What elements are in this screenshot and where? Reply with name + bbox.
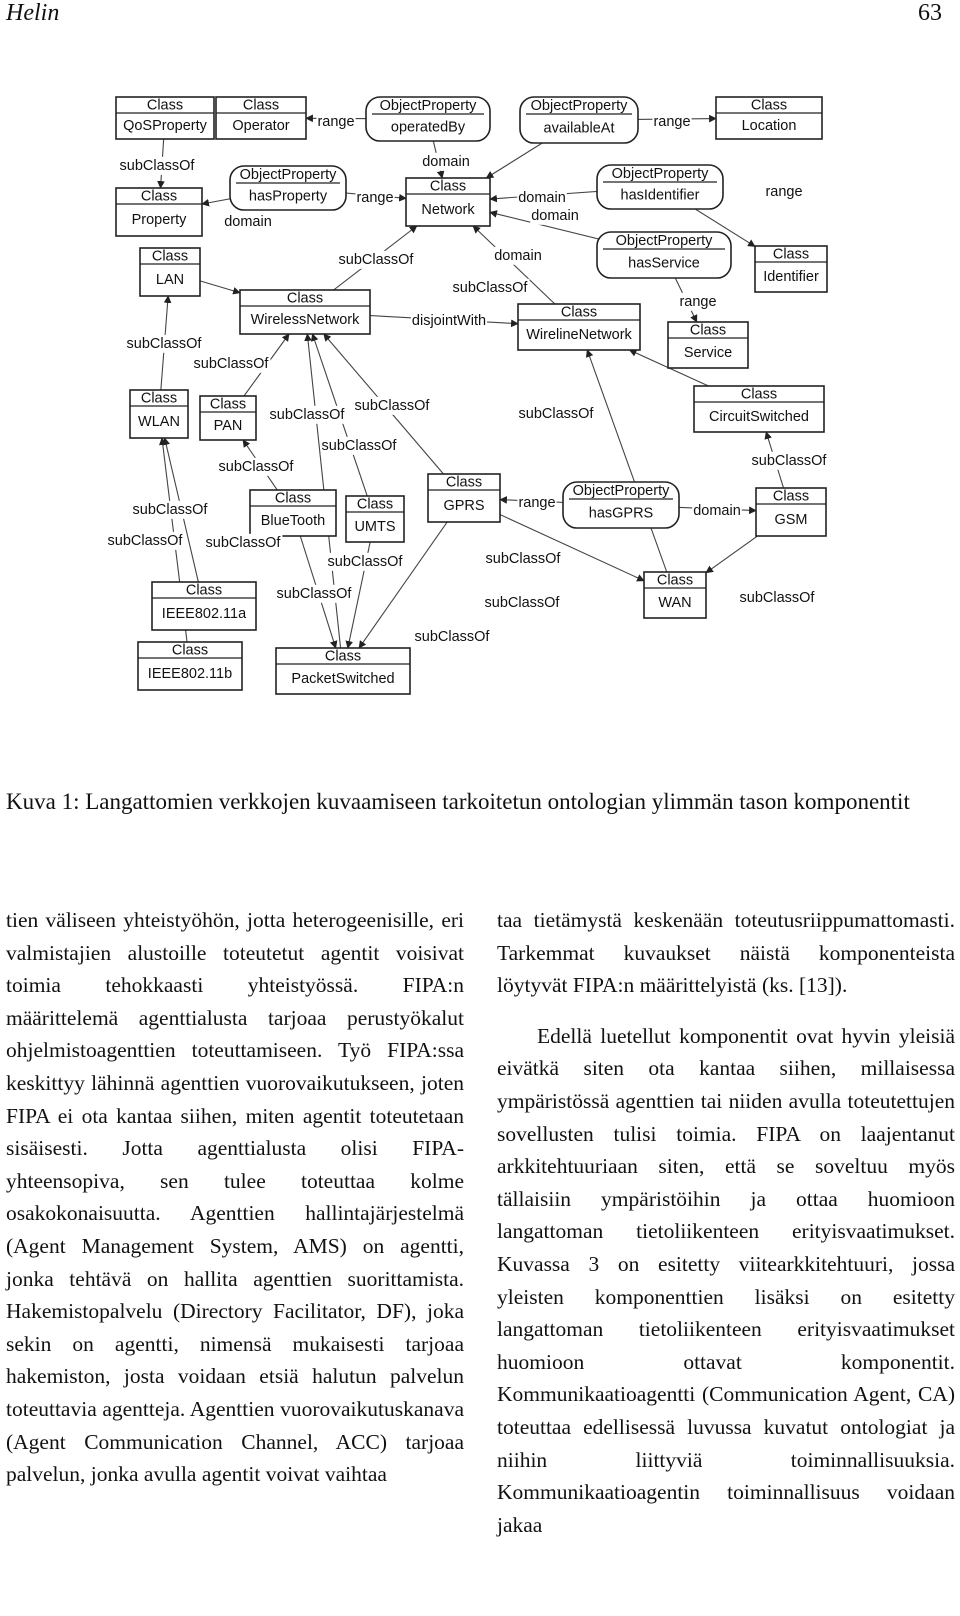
page-number: 63 bbox=[918, 0, 942, 26]
node-kind: Class bbox=[772, 488, 810, 505]
edge-label-subClassOf: subClassOf bbox=[327, 553, 403, 570]
node-kind: Class bbox=[140, 188, 178, 205]
node-name: hasService bbox=[628, 255, 700, 272]
edge-label-subClassOf: subClassOf bbox=[452, 279, 528, 296]
node-name: Identifier bbox=[763, 268, 819, 285]
edge-label-subClassOf: subClassOf bbox=[126, 335, 202, 352]
body-right-column bbox=[497, 904, 955, 1541]
node-name: availableAt bbox=[543, 120, 615, 137]
node-circuit bbox=[694, 386, 824, 432]
node-name: Network bbox=[421, 201, 475, 218]
node-name: Service bbox=[683, 344, 733, 361]
edge-label-domain: domain bbox=[494, 247, 542, 264]
edge-label-subClassOf: subClassOf bbox=[269, 406, 345, 423]
node-kind: Class bbox=[286, 290, 324, 307]
node-kind: ObjectProperty bbox=[611, 165, 709, 182]
node-name: hasGPRS bbox=[588, 505, 654, 522]
running-header bbox=[6, 0, 942, 30]
node-name: WAN bbox=[658, 594, 692, 611]
diagram-nodes bbox=[116, 97, 827, 694]
node-network bbox=[406, 178, 490, 226]
node-wireline bbox=[518, 304, 640, 350]
node-name: LAN bbox=[155, 271, 185, 288]
diagram-edge bbox=[162, 438, 190, 666]
edge-label-subClassOf: subClassOf bbox=[518, 405, 594, 422]
node-hasIdentifier bbox=[597, 165, 723, 209]
node-umts bbox=[346, 496, 404, 542]
node-ieee11a bbox=[152, 582, 256, 630]
node-kind: Class bbox=[140, 390, 178, 407]
edge-label-subClassOf: subClassOf bbox=[205, 534, 281, 551]
node-name: Location bbox=[741, 117, 797, 134]
edge-label-subClassOf: subClassOf bbox=[739, 589, 815, 606]
node-hasService bbox=[597, 232, 731, 278]
node-packet bbox=[276, 648, 410, 694]
node-kind: ObjectProperty bbox=[379, 97, 477, 114]
edge-label-subClassOf: subClassOf bbox=[338, 251, 414, 268]
node-wan bbox=[644, 572, 706, 618]
node-name: CircuitSwitched bbox=[709, 408, 809, 425]
node-pan bbox=[200, 396, 256, 440]
node-kind: ObjectProperty bbox=[615, 232, 713, 249]
node-kind: Class bbox=[740, 386, 778, 403]
node-name: BlueTooth bbox=[260, 512, 326, 529]
node-kind: Class bbox=[209, 396, 247, 413]
edge-label-subClassOf: subClassOf bbox=[119, 157, 195, 174]
node-availableAt bbox=[520, 97, 638, 143]
node-name: QoSProperty bbox=[123, 117, 207, 134]
node-kind: ObjectProperty bbox=[530, 97, 628, 114]
node-kind: Class bbox=[185, 582, 223, 599]
edge-label-subClassOf: subClassOf bbox=[414, 628, 490, 645]
edge-label-domain: domain bbox=[224, 213, 272, 230]
node-name: WirelessNetwork bbox=[250, 311, 360, 328]
node-kind: ObjectProperty bbox=[572, 482, 670, 499]
node-name: IEEE802.11a bbox=[161, 605, 247, 622]
node-gprs bbox=[428, 474, 500, 522]
node-kind: Class bbox=[445, 474, 483, 491]
body-left-column bbox=[6, 904, 464, 1491]
node-operatedBy bbox=[366, 97, 490, 141]
node-service bbox=[668, 322, 748, 368]
body-paragraph: tien väliseen yhteistyöhön, jotta heterogeenisille, eri valmistajien alustoille toteutetut agentit voisivat toimia tehokkaasti yhteistyössä. FIPA:n määrittelemä agenttialusta tarjoaa perustyökalut ohjelmistoagenttien toteuttamiseen. Työ FIPA:ssa keskittyy lähinnä agenttien vuorovaikutukseen, joten FIPA ei ota kantaa siihen, miten agentit toteutetaan sisäisesti. Jotta agenttialusta olisi FIPA-yhteensopiva, sen tulee toteuttaa kolme osakokonaisuutta. Agenttien hallintajärjestelmä (Agent Management System, AMS) on agentti, jonka tehtävä on hallita agenttien suorittamista. Hakemistopalvelu (Directory Facilitator, DF), joka sekin on agentti, nimensä mukaisesti tarjoaa hakemiston, josta voidaan etsiä halutun palvelun toteuttavia agentteja. Agenttien vuorovaikutuskanava (Agent Communication Channel, ACC) tarjoaa palvelun, jonka avulla agentit voivat vaihtaa bbox=[6, 908, 464, 1487]
edge-label-subClassOf: subClassOf bbox=[751, 452, 827, 469]
node-name: Operator bbox=[232, 117, 290, 134]
node-kind: Class bbox=[356, 496, 394, 513]
edge-label-range: range bbox=[518, 494, 556, 511]
edge-label-range: range bbox=[653, 113, 691, 130]
node-kind: Class bbox=[656, 572, 694, 589]
edge-label-domain: domain bbox=[693, 502, 741, 519]
node-lan bbox=[140, 248, 200, 296]
edge-label-range: range bbox=[765, 183, 803, 200]
node-name: WLAN bbox=[138, 413, 180, 430]
edge-label-subClassOf: subClassOf bbox=[107, 532, 183, 549]
node-name: IEEE802.11b bbox=[147, 665, 233, 682]
node-kind: Class bbox=[242, 97, 280, 114]
body-paragraph: taa tietämystä keskenään toteutusriippumattomasti. Tarkemmat kuvaukset näistä komponenteista löytyvät FIPA:n määrittelyistä (ks. [13]). bbox=[497, 908, 955, 998]
body-paragraph: Edellä luetellut komponentit ovat hyvin yleisiä eivätkä siten ota kantaa siihen, millaisessa ympäristössä agenttien tai niiden avulla toteutettujen sovellusten tulisi toimia. FIPA on laajentanut arkkitehtuuriaan siten, että se soveltuu myös tällaisiin ympäristöihin ja ottaa huomioon langattoman tietoliikenteen erityisvaatimukset. Kuvassa 3 on esitetty viitearkkitehtuuri, jossa yleisten komponenttien lisäksi on esitetty langattoman tietoliikenteen erityisvaatimukset huomioon ottavat komponentit. Kommunikaatioagentti (Communication Agent, CA) toteuttaa edellisessä luvussa kuvatut ontologiat ja niihin liittyviä toiminnallisuuksia. Kommunikaatioagentin toiminnallisuus voidaan jakaa bbox=[497, 1023, 955, 1537]
edge-label-domain: domain bbox=[422, 153, 470, 170]
node-property bbox=[116, 188, 202, 236]
node-name: Property bbox=[131, 211, 187, 228]
diagram-edge bbox=[587, 350, 675, 595]
node-gsm bbox=[756, 488, 826, 536]
node-name: operatedBy bbox=[390, 119, 466, 136]
node-name: UMTS bbox=[354, 518, 396, 535]
edge-label-subClassOf: subClassOf bbox=[132, 501, 208, 518]
node-kind: Class bbox=[689, 322, 727, 339]
node-bluetooth bbox=[250, 490, 336, 536]
node-wlan bbox=[130, 390, 188, 438]
figure-caption: Kuva 1: Langattomien verkkojen kuvaamiseen tarkoitetun ontologian ylimmän tason komponentit bbox=[6, 789, 910, 814]
node-kind: Class bbox=[429, 178, 467, 195]
node-kind: Class bbox=[772, 246, 810, 263]
edge-label-domain: domain bbox=[531, 207, 579, 224]
node-name: hasIdentifier bbox=[620, 187, 700, 204]
node-hasGPRS bbox=[563, 482, 679, 528]
edge-label-range: range bbox=[679, 293, 717, 310]
node-name: hasProperty bbox=[248, 188, 328, 205]
edge-label-subClassOf: subClassOf bbox=[485, 550, 561, 567]
edge-label-range: range bbox=[356, 189, 394, 206]
node-qos bbox=[116, 97, 214, 139]
node-identifier bbox=[755, 246, 827, 292]
edge-label-disjointWith: disjointWith bbox=[411, 312, 487, 329]
ontology-diagram bbox=[0, 80, 960, 730]
edge-label-domain: domain bbox=[518, 189, 566, 206]
node-name: GPRS bbox=[443, 497, 485, 514]
edge-label-subClassOf: subClassOf bbox=[193, 355, 269, 372]
node-ieee11b bbox=[138, 642, 242, 690]
edge-label-subClassOf: subClassOf bbox=[484, 594, 560, 611]
node-name: GSM bbox=[774, 511, 808, 528]
node-name: WirelineNetwork bbox=[526, 326, 632, 343]
node-name: PAN bbox=[213, 417, 243, 434]
node-kind: ObjectProperty bbox=[239, 166, 337, 183]
node-kind: Class bbox=[324, 648, 362, 665]
edge-label-subClassOf: subClassOf bbox=[276, 585, 352, 602]
edge-label-subClassOf: subClassOf bbox=[321, 437, 397, 454]
running-header-author: Helin bbox=[6, 0, 60, 26]
node-operator bbox=[216, 97, 306, 139]
node-kind: Class bbox=[750, 97, 788, 114]
node-kind: Class bbox=[151, 248, 189, 265]
node-wireless bbox=[240, 290, 370, 334]
node-location bbox=[716, 97, 822, 139]
diagram-edge bbox=[165, 438, 204, 606]
node-name: PacketSwitched bbox=[291, 670, 395, 687]
edge-label-range: range bbox=[317, 113, 355, 130]
edge-label-subClassOf: subClassOf bbox=[218, 458, 294, 475]
node-hasProperty bbox=[230, 166, 346, 210]
node-kind: Class bbox=[560, 304, 598, 321]
node-kind: Class bbox=[171, 642, 209, 659]
node-kind: Class bbox=[146, 97, 184, 114]
edge-label-subClassOf: subClassOf bbox=[354, 397, 430, 414]
node-kind: Class bbox=[274, 490, 312, 507]
